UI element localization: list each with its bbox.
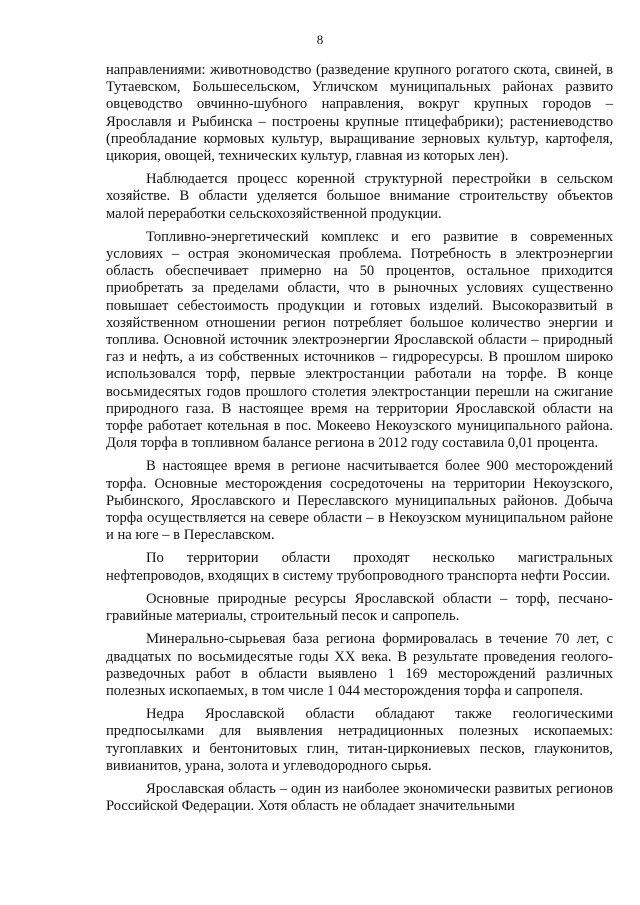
paragraph-oil-pipelines: По территории области проходят несколько магистральных нефтепроводов, входящих в систему трубопроводного транспорта нефти России.	[106, 550, 613, 584]
paragraph-natural-resources: Основные природные ресурсы Ярославской области – торф, песчано-гравийные материалы, строительный песок и сапропель.	[106, 590, 613, 625]
paragraph-agriculture-directions: направлениями: животноводство (разведение крупного рогатого скота, свиней, в Тутаевском, Большесельском, Угличском муниципальных районах развито овцеводство овчинно-шубного направления, вокруг крупных городов – Ярославля и Рыбинска – построены крупные птицефабрики); растениеводство (преобладание кормовых культур, выращивание зерновых культур, картофеля, цикория, овощей, технических культур, главная из которых лен).	[106, 62, 613, 165]
paragraph-fuel-energy-complex: Топливно-энергетический комплекс и его развитие в современных условиях – острая экономическая проблема. Потребность в электроэнергии область обеспечивает примерно на 50 процентов, остальное приходится приобретать за пределами области, что в рыночных условиях существенно повышает себестоимость продукции и готовых изделий. Высокоразвитый в хозяйственном отношении регион потребляет большое количество энергии и топлива. Основной источник электроэнергии Ярославской области – природный газ и нефть, а из собственных источников – гидроресурсы. В прошлом широко использовался торф, первые электростанции работали на торфе. В конце восьмидесятых годов прошлого столетия электростанции перешли на сжигание природного газа. В настоящее время на территории Ярославской области на торфе работает котельная в пос. Мокеево Некоузского муниципального района. Доля торфа в топливном балансе региона в 2012 году составила 0,01 процента.	[106, 228, 613, 452]
paragraph-subsoil: Недра Ярославской области обладают также геологическими предпосылками для выявления нетрадиционных полезных ископаемых: тугоплавких и бентонитовых глин, титан-циркониевых песков, глауконитов, вивианитов, урана, золота и углеводородного сырья.	[106, 706, 613, 774]
paragraph-economy: Ярославская область – один из наиболее экономически развитых регионов Российской Федерации. Хотя область не обладает значительными	[106, 780, 613, 815]
document-body	[106, 62, 613, 815]
page-number: 8	[316, 32, 324, 47]
paragraph-mineral-base: Минерально-сырьевая база региона формировалась в течение 70 лет, с двадцатых по восьмидесятые годы XX века. В результате проведения геолого-разведочных работ в области выявлено 1 169 месторождений различных полезных ископаемых, в том числе 1 044 месторождения торфа и сапропеля.	[106, 631, 613, 699]
paragraph-restructuring: Наблюдается процесс коренной структурной перестройки в сельском хозяйстве. В области уделяется большое внимание строительству объектов малой переработки сельскохозяйственной продукции.	[106, 171, 613, 222]
paragraph-peat-deposits: В настоящее время в регионе насчитывается более 900 месторождений торфа. Основные месторождения сосредоточены на территории Некоузского, Рыбинского, Ярославского и Переславского муниципальных районов. Добыча торфа осуществляется на севере области – в Некоузском муниципальном районе и на юге – в Переславском.	[106, 458, 613, 544]
